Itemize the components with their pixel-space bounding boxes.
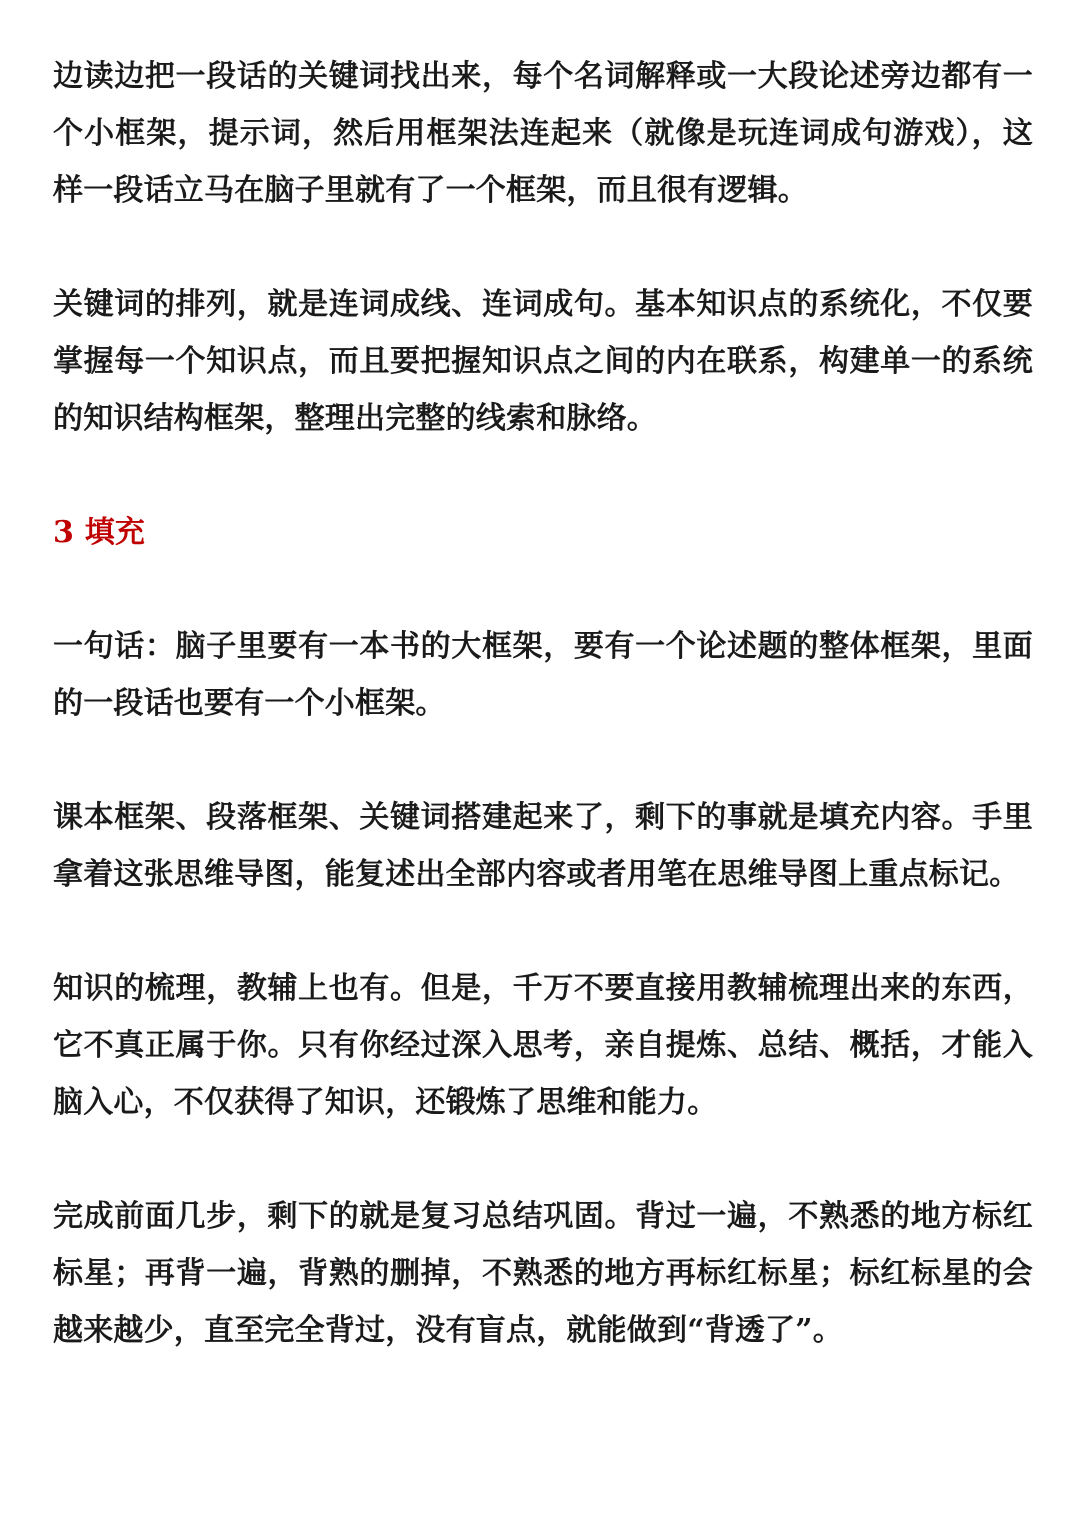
section-heading: 3 填充	[53, 515, 146, 550]
paragraph-fill-content: 课本框架、段落框架、关键词搭建起来了，剩下的事就是填充内容。手里拿着这张思维导图，能复述出全部内容或者用笔在思维导图上重点标记。	[53, 800, 1033, 892]
paragraph-review-consolidate: 完成前面几步，剩下的就是复习总结巩固。背过一遍，不熟悉的地方标红标星；再背一遍，背熟的删掉，不熟悉的地方再标红标星；标红标星的会越来越少，直至完全背过，没有盲点，就能做到“背透了”。	[53, 1199, 1033, 1348]
paragraph-keywords-framework: 边读边把一段话的关键词找出来，每个名词解释或一大段论述旁边都有一个小框架，提示词，然后用框架法连起来（就像是玩连词成句游戏），这样一段话立马在脑子里就有了一个框架，而且很有逻辑。	[53, 59, 1033, 208]
paragraph-keyword-arrangement: 关键词的排列，就是连词成线、连词成句。基本知识点的系统化，不仅要掌握每一个知识点，而且要把握知识点之间的内在联系，构建单一的系统的知识结构框架，整理出完整的线索和脉络。	[53, 287, 1033, 436]
paragraph-knowledge-sorting: 知识的梳理，教辅上也有。但是，千万不要直接用教辅梳理出来的东西，它不真正属于你。只有你经过深入思考，亲自提炼、总结、概括，才能入脑入心，不仅获得了知识，还锻炼了思维和能力。	[53, 971, 1033, 1120]
document-body	[53, 48, 1033, 1416]
paragraph-one-sentence: 一句话：脑子里要有一本书的大框架，要有一个论述题的整体框架，里面的一段话也要有一个小框架。	[53, 629, 1033, 721]
